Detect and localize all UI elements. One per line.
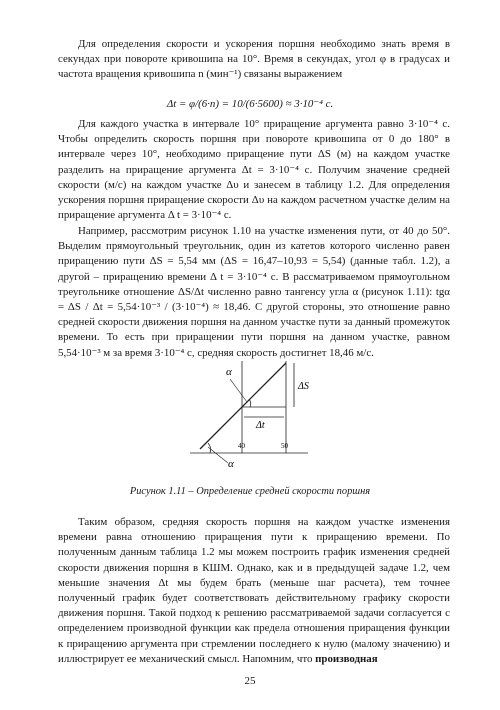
paragraph-text: Для каждого участка в интервале 10° приращение аргумента равно 3·10⁻⁴ с. Чтобы определить скорость поршня при повороте кривошипа от 0 до 180° в интервале через 10°, необходимо приращение пути ΔS (м) на каждом участке разделить на приращение аргумента Δt = 3·10⁻⁴ с. Получим значение средней скорости (м/с) на каждом участке Δυ и занесем в таблицу 1.2. Для определения ускорения поршня приращение скорости Δυ на каждом расчетном участке делим на приращение аргумента Δ t = 3·10⁻⁴ с.: [58, 118, 450, 222]
paragraph-body: Таким образом, средняя скорость поршня на каждом участке изменения времени равна отношению приращения пути к приращению времени. По полученным данным таблица 1.2 мы можем построить график изменения средней скорости движения поршня в КШМ. Однако, как и в предыдущей задаче 1.2, чем меньшие значения Δt мы будем брать (меньше шаг расчета), тем точнее полученный график будет соответствовать действительному графику скорости движения поршня. Такой подход к решению рассматриваемой задачи согласуется с определением производной функции как предела отношения приращения функции к приращению аргумента при стремлении последнего к нулю (малому значению) и иллюстрирует ее механический смысл. Напомним, что: [58, 516, 450, 665]
paragraph-conclusion: [58, 515, 450, 667]
page-number: 25: [244, 675, 256, 687]
paragraph-text: Для определения скорости и ускорения поршня необходимо знать время в секундах при повороте кривошипа на 10°. Время в секундах, угол φ в градусах и частота вращения кривошипа n (мин⁻¹) связаны выражением: [58, 38, 450, 81]
paragraph-time-intro: [58, 37, 450, 83]
delta-t-label: Δt: [256, 420, 265, 431]
paragraph-text: [58, 515, 450, 667]
paragraph-text: Например, рассмотрим рисунок 1.10 на участке изменения пути, от 40 до 50°. Выделим прямоугольный треугольник, один из катетов которого численно равен приращению пути ΔS = 5,54 мм (ΔS = 16,47–10,93 = 5,54) (данные табл. 1.2), а другой – приращению времени Δ t = 3·10⁻⁴ с. В рассматриваемом прямоугольном треугольнике отношение ΔS/Δt численно равно тангенсу угла α (рисунок 1.11): tgα = ΔS / Δt = 5,54·10⁻³ / (3·10⁻⁴) ≈ 18,46. С другой стороны, это отношение равно средней скорости движения поршня на данном участке пути за данный промежуток времени. То есть при приращении пути поршня на данном участке, равном 5,54·10⁻³ м за время 3·10⁻⁴ с, средняя скорость достигнет 18,46 м/с.: [58, 225, 450, 359]
leader-alpha-top: [230, 379, 247, 402]
tick-50-label: 50: [281, 442, 288, 450]
hypotenuse-line: [200, 363, 286, 449]
paragraph-increment: [58, 117, 450, 223]
bold-term: производная: [315, 652, 378, 665]
paragraph-example: [58, 224, 450, 361]
delta-s-label: ΔS: [298, 381, 309, 392]
tick-40-label: 40: [238, 442, 245, 450]
figure-caption: Рисунок 1.11 – Определение средней скорости поршня: [129, 486, 371, 497]
alpha-top-label: α: [226, 366, 232, 378]
triangle-figure: [190, 355, 310, 470]
leader-alpha-bottom: [208, 447, 228, 463]
alpha-bottom-label: α: [228, 458, 234, 470]
formula-delta-t: Δt = φ/(6·n) = 10/(6·5600) ≈ 3·10⁻⁴ c.: [166, 98, 334, 110]
